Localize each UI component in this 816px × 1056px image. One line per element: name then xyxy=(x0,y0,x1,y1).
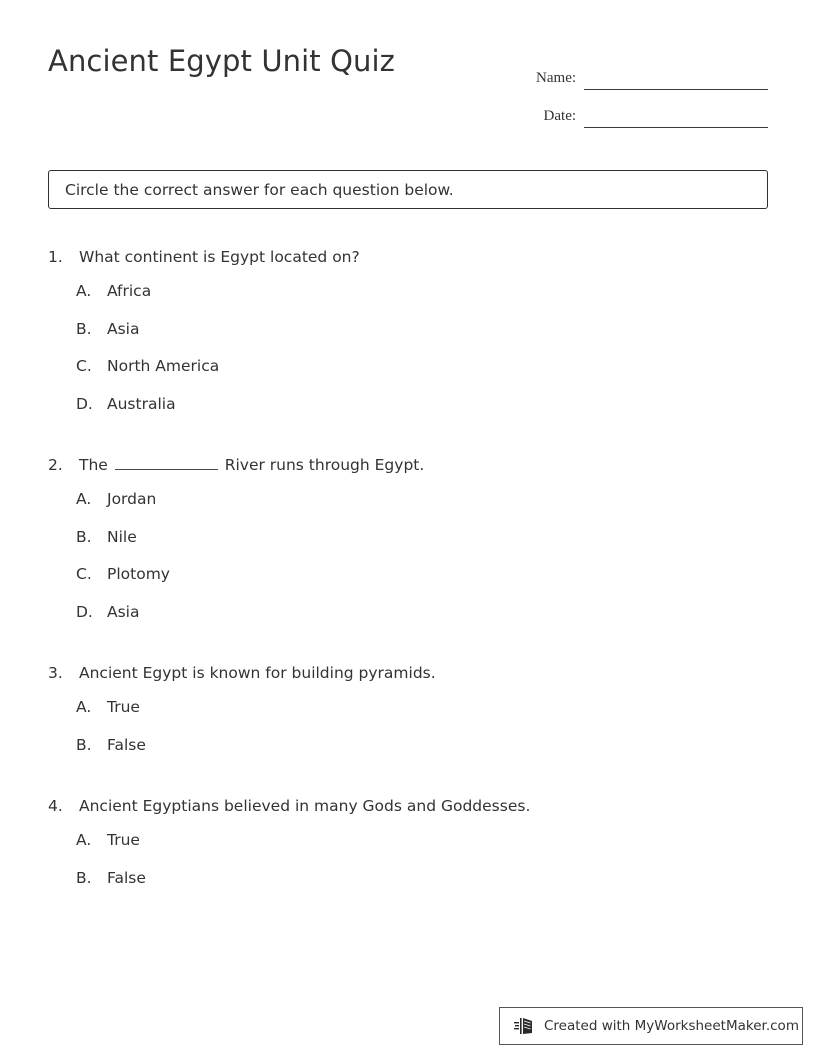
option-text: False xyxy=(107,868,146,887)
question-text xyxy=(79,797,530,815)
answer-option[interactable] xyxy=(48,698,768,736)
question-block xyxy=(48,248,768,432)
question-block xyxy=(48,456,768,640)
option-letter: A. xyxy=(76,490,92,508)
answer-option[interactable] xyxy=(48,282,768,320)
name-input-line[interactable] xyxy=(584,69,768,90)
answer-option[interactable] xyxy=(48,357,768,395)
option-letter: A. xyxy=(76,282,92,300)
name-field-row xyxy=(516,52,768,90)
option-text: Australia xyxy=(107,394,176,413)
question-number: 2. xyxy=(48,456,63,474)
option-text: Asia xyxy=(107,602,140,621)
instructions-box xyxy=(48,170,768,209)
worksheet-header xyxy=(48,44,768,124)
question-text-before-blank: The xyxy=(79,456,108,474)
option-letter: A. xyxy=(76,698,92,716)
footer-badge[interactable] xyxy=(499,1007,803,1045)
question-line xyxy=(48,456,768,474)
answer-blank[interactable] xyxy=(115,456,218,470)
question-number: 4. xyxy=(48,797,63,815)
option-letter: B. xyxy=(76,319,92,338)
option-text: True xyxy=(107,698,140,716)
option-text: Plotomy xyxy=(107,565,170,583)
option-letter: B. xyxy=(76,735,92,754)
option-letter: D. xyxy=(76,602,93,621)
option-text: North America xyxy=(107,357,220,375)
footer-text: Created with MyWorksheetMaker.com xyxy=(544,1018,799,1034)
answer-option[interactable] xyxy=(48,320,768,358)
question-block xyxy=(48,664,768,773)
option-text: Nile xyxy=(107,527,137,546)
option-letter: D. xyxy=(76,394,93,413)
question-text-before-blank: What continent is Egypt located on? xyxy=(79,248,360,266)
option-letter: A. xyxy=(76,831,92,849)
worksheet-maker-logo-icon xyxy=(514,1016,536,1036)
option-text: Jordan xyxy=(107,490,157,508)
answer-option[interactable] xyxy=(48,528,768,566)
answer-option[interactable] xyxy=(48,565,768,603)
question-text xyxy=(79,664,436,682)
option-letter: B. xyxy=(76,868,92,887)
date-field-label: Date: xyxy=(543,108,577,124)
option-text: Africa xyxy=(107,282,152,300)
question-line xyxy=(48,797,768,815)
instructions-text: Circle the correct answer for each question below. xyxy=(65,180,454,199)
answer-option[interactable] xyxy=(48,490,768,528)
option-text: False xyxy=(107,735,146,754)
question-line xyxy=(48,664,768,682)
date-input-line[interactable] xyxy=(584,107,768,128)
question-text xyxy=(79,248,360,266)
answer-option[interactable] xyxy=(48,736,768,774)
name-date-fields xyxy=(516,52,768,128)
question-text-before-blank: Ancient Egyptians believed in many Gods and Goddesses. xyxy=(79,797,531,815)
question-number: 3. xyxy=(48,664,63,682)
answer-option[interactable] xyxy=(48,603,768,641)
option-letter: C. xyxy=(76,565,92,583)
question-text-after-blank: River runs through Egypt. xyxy=(224,456,425,474)
question-text xyxy=(79,456,424,474)
questions-list xyxy=(48,248,768,930)
page-title: Ancient Egypt Unit Quiz xyxy=(48,44,395,78)
answer-option[interactable] xyxy=(48,831,768,869)
question-block xyxy=(48,797,768,906)
question-number: 1. xyxy=(48,248,63,266)
name-field-label: Name: xyxy=(536,70,577,86)
option-letter: C. xyxy=(76,357,92,375)
date-field-row xyxy=(516,90,768,128)
question-line xyxy=(48,248,768,266)
answer-option[interactable] xyxy=(48,395,768,433)
option-text: True xyxy=(107,831,140,849)
question-text-before-blank: Ancient Egypt is known for building pyramids. xyxy=(79,664,436,682)
option-text: Asia xyxy=(107,319,140,338)
answer-option[interactable] xyxy=(48,869,768,907)
option-letter: B. xyxy=(76,527,92,546)
